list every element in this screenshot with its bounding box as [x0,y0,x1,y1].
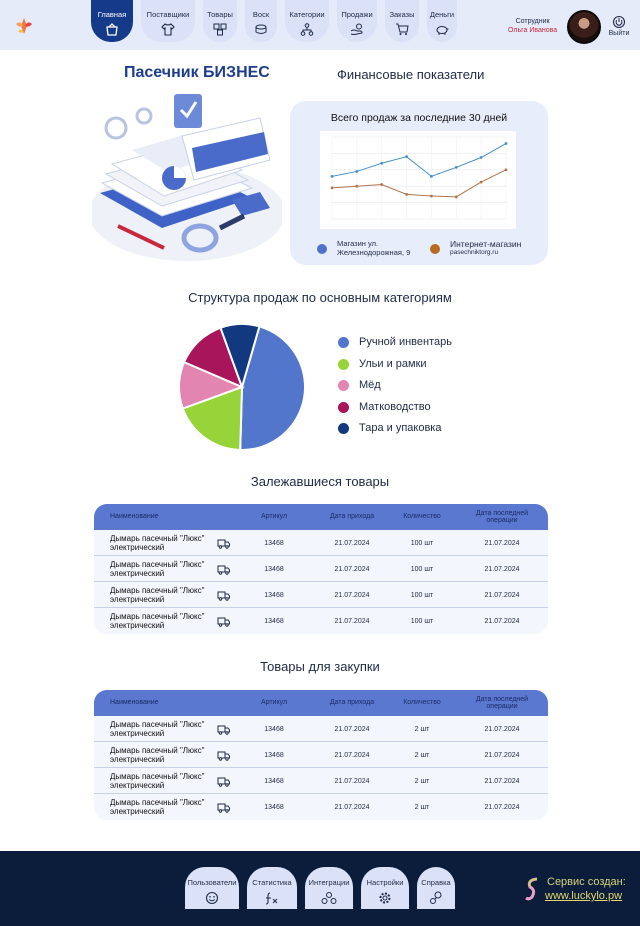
data-point [405,193,408,196]
nav-item-wax[interactable] [245,0,277,42]
bee-logo-icon[interactable] [12,14,36,38]
column-header[interactable]: Количество [403,699,441,707]
last-operation-cell: 21.07.2024 [484,591,520,599]
truck-icon[interactable] [214,608,232,634]
last-operation-cell: 21.07.2024 [484,539,520,547]
table-body [94,530,548,634]
sales-line-chart [320,131,516,229]
quantity-cell: 2 шт [414,751,430,759]
article-cell: 13468 [264,751,284,759]
finance-card [290,101,548,265]
table-row[interactable] [94,716,548,742]
column-header[interactable]: Дата последней операции [475,509,529,524]
logout-label: Выйти [608,30,630,37]
nav-item-label: Товары [207,10,233,19]
data-point [355,185,358,188]
help-icon [429,891,443,905]
table-row[interactable] [94,768,548,794]
credit-link[interactable]: www.luckylo.pw [545,890,623,902]
user-name: Ольга Иванова [508,27,558,34]
footer-item-label: Статистика [252,878,292,887]
piggy-bank-icon [435,23,449,36]
truck-icon[interactable] [214,742,232,768]
footer-item-settings[interactable] [361,867,409,909]
column-header[interactable]: Артикул [260,513,288,521]
stale-goods-table [94,504,548,634]
legend-label: Матководство [359,400,431,413]
nav-item-categories[interactable] [285,0,329,42]
quantity-cell: 100 шт [410,617,434,625]
last-operation-cell: 21.07.2024 [484,725,520,733]
column-header[interactable]: Дата прихода [329,513,375,521]
quantity-cell: 2 шт [414,803,430,811]
arrival-date-cell: 21.07.2024 [334,803,370,811]
data-point [331,175,334,178]
product-name: Дымарь пасечный "Люкс" электрический [110,771,205,790]
credit-text: Сервис создан: [547,876,626,888]
data-point [380,183,383,186]
legend-swatch [338,380,349,391]
table-header [94,504,548,530]
legend-label: Ручной инвентарь [359,336,452,348]
legend-swatch [338,359,349,370]
footer-item-users[interactable] [185,867,239,909]
pie-title: Структура продаж по основным категориям [188,290,452,305]
legend-swatch [430,244,440,254]
legend-swatch [338,423,349,434]
quantity-cell: 100 шт [410,591,434,599]
logout-button[interactable] [605,15,633,37]
integration-icon [321,891,337,905]
data-point [430,195,433,198]
legend-label: Железнодорожная, 9 [337,247,411,257]
quantity-cell: 100 шт [410,565,434,573]
office-documents-illustration [92,88,282,263]
nav-item-label: Поставщики [146,10,190,19]
avatar[interactable] [567,10,601,44]
footer-item-label: Интеграции [308,878,350,887]
nav-item-label: Деньги [429,10,455,19]
article-cell: 13468 [264,617,284,625]
article-cell: 13468 [264,777,284,785]
arrival-date-cell: 21.07.2024 [334,751,370,759]
last-operation-cell: 21.07.2024 [484,751,520,759]
nav-item-suppliers[interactable] [141,0,195,42]
brand-title: Пасечник БИЗНЕС [124,64,270,81]
quantity-cell: 100 шт [410,539,434,547]
last-operation-cell: 21.07.2024 [484,803,520,811]
last-operation-cell: 21.07.2024 [484,777,520,785]
product-name: Дымарь пасечный "Люкс" электрический [110,719,205,738]
truck-icon[interactable] [214,716,232,742]
function-icon [264,891,280,905]
shirt-icon [161,23,175,36]
arrival-date-cell: 21.07.2024 [334,565,370,573]
arrival-date-cell: 21.07.2024 [334,617,370,625]
footer-item-help[interactable] [417,867,455,909]
column-header[interactable]: Наименование [110,699,159,707]
footer-item-integrations[interactable] [305,867,353,909]
smiley-icon [205,891,219,905]
finance-title: Финансовые показатели [337,67,485,82]
nav-item-money[interactable] [427,0,457,42]
footer-item-statistics[interactable] [247,867,297,909]
hand-money-icon [350,23,364,36]
gear-icon [378,891,392,905]
table-row[interactable] [94,530,548,556]
logout-icon [612,15,626,29]
article-cell: 13468 [264,565,284,573]
data-point [355,170,358,173]
table-row[interactable] [94,582,548,608]
boxes-icon [213,23,227,36]
table-body [94,716,548,820]
nav-item-goods[interactable] [203,0,237,42]
nav-item-label: Главная [97,10,127,19]
purchase-goods-table [94,690,548,820]
legend-label: pasechniktorg.ru [450,248,499,256]
nav-item-label: Воск [252,10,270,19]
table-header [94,690,548,716]
user-role: Сотрудник [515,18,550,25]
data-point [331,186,334,189]
column-header[interactable]: Дата последней операции [475,695,529,710]
product-name: Дымарь пасечный "Люкс" электрический [110,533,205,552]
arrival-date-cell: 21.07.2024 [334,725,370,733]
column-header[interactable]: Количество [403,513,441,521]
product-name: Дымарь пасечный "Люкс" электрический [110,745,205,764]
nav-item-label: Заказы [389,10,415,19]
legend-label: Тара и упаковка [359,422,442,434]
product-name: Дымарь пасечный "Люкс" электрический [110,611,205,630]
sales-structure-pie-chart [175,320,309,454]
data-point [430,175,433,178]
truck-icon[interactable] [214,556,232,582]
data-point [455,195,458,198]
studio-logo-icon [523,876,543,902]
legend-label: Интернет-магазин [450,239,522,249]
product-name: Дымарь пасечный "Люкс" электрический [110,559,205,578]
wax-icon [254,23,268,36]
article-cell: 13468 [264,803,284,811]
data-point [480,181,483,184]
column-header[interactable]: Наименование [110,513,159,521]
footer-item-label: Пользователи [187,878,237,887]
article-cell: 13468 [264,539,284,547]
chart-title: Всего продаж за последние 30 дней [330,112,508,124]
legend-swatch [338,402,349,413]
cart-icon [395,23,409,36]
top-header [0,0,640,50]
data-point [505,168,508,171]
basket-icon [105,23,119,36]
legend-swatch [317,244,327,254]
legend-label: Ульи и рамки [359,357,427,370]
column-header[interactable]: Дата прихода [329,699,375,707]
arrival-date-cell: 21.07.2024 [334,591,370,599]
data-point [505,142,508,145]
nav-item-home[interactable] [91,0,133,42]
stale-goods-title: Залежавшиеся товары [250,474,390,489]
nav-item-label: Продажи [341,10,373,19]
quantity-cell: 2 шт [414,777,430,785]
product-name: Дымарь пасечный "Люкс" электрический [110,797,205,816]
legend-label: Мёд [359,379,381,391]
footer-item-label: Справка [421,878,451,887]
purchase-goods-title: Товары для закупки [260,659,380,674]
quantity-cell: 2 шт [414,725,430,733]
table-row[interactable] [94,794,548,820]
hierarchy-icon [300,23,314,36]
nav-item-sales[interactable] [337,0,377,42]
bottom-footer [0,851,640,926]
article-cell: 13468 [264,591,284,599]
data-point [455,166,458,169]
footer-item-label: Настройки [366,878,404,887]
data-point [405,155,408,158]
nav-item-label: Категории [289,10,325,19]
legend-label: Магазин ул. [337,239,379,248]
table-row[interactable] [94,556,548,582]
article-cell: 13468 [264,725,284,733]
table-row[interactable] [94,608,548,634]
table-row[interactable] [94,742,548,768]
last-operation-cell: 21.07.2024 [484,565,520,573]
arrival-date-cell: 21.07.2024 [334,539,370,547]
data-point [480,156,483,159]
truck-icon[interactable] [214,582,232,608]
column-header[interactable]: Артикул [260,699,288,707]
truck-icon[interactable] [214,794,232,820]
truck-icon[interactable] [214,768,232,794]
last-operation-cell: 21.07.2024 [484,617,520,625]
nav-item-orders[interactable] [385,0,419,42]
truck-icon[interactable] [214,530,232,556]
legend-swatch [338,337,349,348]
arrival-date-cell: 21.07.2024 [334,777,370,785]
user-info [508,18,557,34]
product-name: Дымарь пасечный "Люкс" электрический [110,585,205,604]
data-point [380,162,383,165]
